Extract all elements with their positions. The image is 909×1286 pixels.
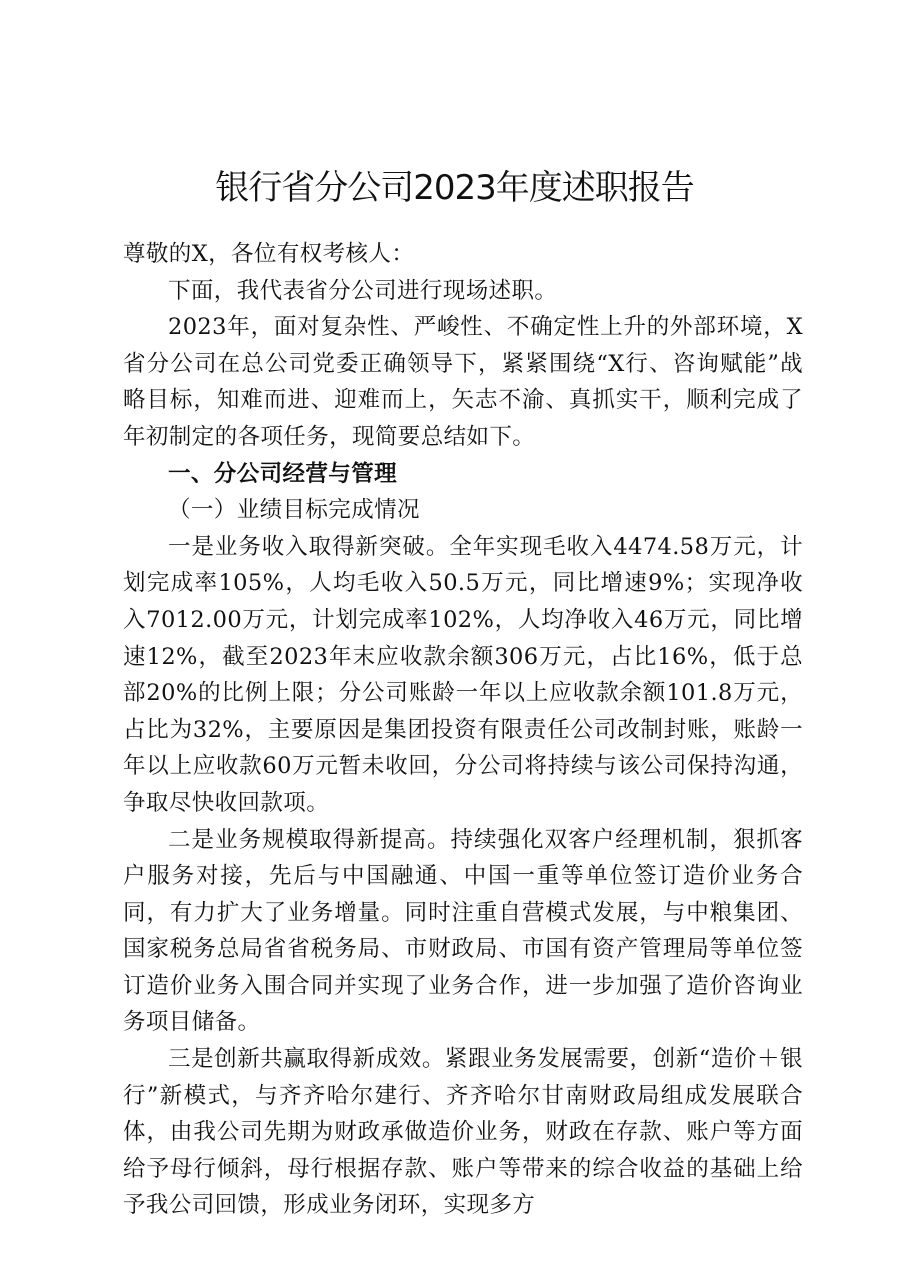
section-heading: 一、分公司经营与管理 [168, 460, 398, 487]
document-body [123, 236, 803, 1224]
paragraph-item-3: 三是创新共赢取得新成效。紧跟业务发展需要，创新“造价＋银行”新模式，与齐齐哈尔建行、齐齐哈尔甘南财政局组成发展联合体，由我公司先期为财政承做造价业务，财政在存款、账户等方面给予母行倾斜，母行根据存款、账户等带来的综合收益的基础上给予我公司回馈，形成业务闭环，实现多方 [123, 1046, 803, 1219]
paragraph-item-1: 一是业务收入取得新突破。全年实现毛收入4474.58万元，计划完成率105%，人均毛收入50.5万元，同比增速9%；实现净收入7012.00万元，计划完成率102%，人均净收入46万元，同比增速12%，截至2023年末应收款余额306万元，占比16%，低于总部20%的比例上限；分公司账龄一年以上应收款余额101.8万元，占比为32%，主要原因是集团投资有限责任公司改制封账，账龄一年以上应收款60万元暂未收回，分公司将持续与该公司保持沟通，争取尽快收回款项。 [123, 533, 803, 816]
paragraph-item-2: 二是业务规模取得新提高。持续强化双客户经理机制，狠抓客户服务对接，先后与中国融通、中国一重等单位签订造价业务合同，有力扩大了业务增量。同时注重自营模式发展，与中粮集团、国家税务总局省省税务局、市财政局、市国有资产管理局等单位签订造价业务入围合同并实现了业务合作，进一步加强了造价咨询业务项目储备。 [123, 826, 803, 1036]
document-title: 银行省分公司2023年度述职报告 [215, 168, 694, 208]
paragraph-intro: 下面，我代表省分公司进行现场述职。 [168, 277, 558, 304]
salutation: 尊敬的X，各位有权考核人： [123, 241, 415, 267]
subsection-heading: （一）业绩目标完成情况 [168, 497, 420, 524]
paragraph-overview: 2023年，面对复杂性、严峻性、不确定性上升的外部环境，X省分公司在总公司党委正确领导下，紧紧围绕“X行、咨询赋能”战略目标，知难而进、迎难而上，矢志不渝、真抓实干，顺利完成了年初制定的各项任务，现简要总结如下。 [123, 314, 803, 450]
